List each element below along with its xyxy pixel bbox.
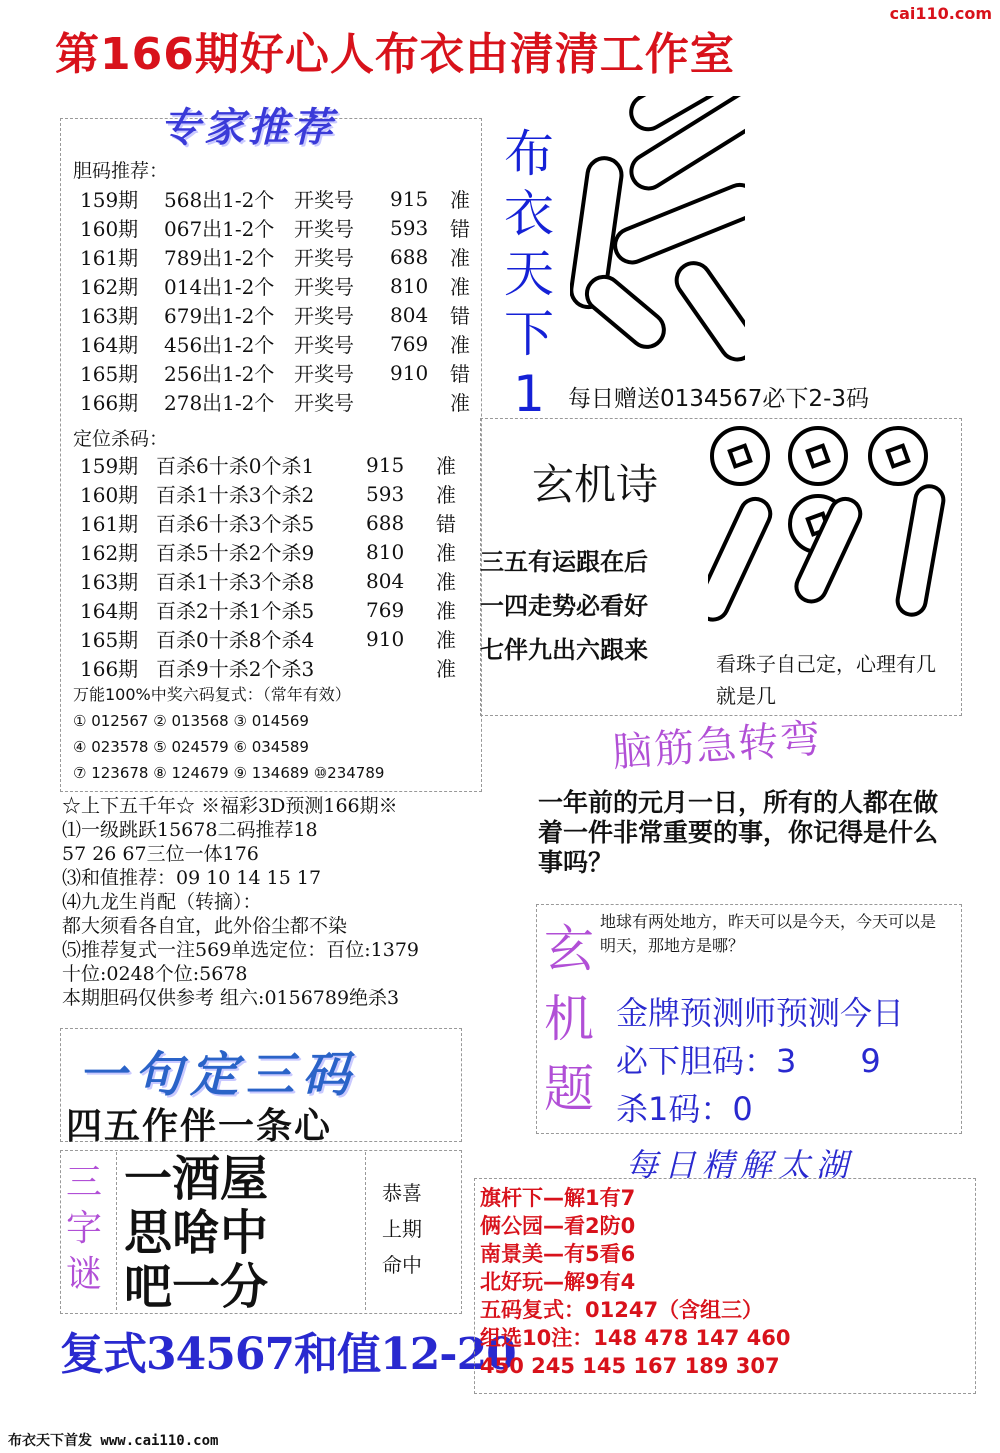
- buyi-daily: 每日赠送0134567必下2-3码: [568, 386, 869, 412]
- xuanji-ti-question: 地球有两处地方，昨天可以是今天，今天可以是明天，那地方是哪？: [600, 912, 937, 955]
- kill-period: 166期: [80, 657, 139, 681]
- sanzimi-line: 一酒屋: [124, 1151, 269, 1207]
- kill-row: [80, 595, 472, 624]
- gold-line-3: 杀1码：0: [616, 1090, 753, 1128]
- dan-row: [80, 184, 486, 213]
- dan-verdict: 错: [450, 362, 470, 386]
- kill-table: [80, 450, 472, 682]
- dan-period: 165期: [80, 362, 139, 386]
- dan-period: 160期: [80, 217, 139, 241]
- dan-period: 161期: [80, 246, 139, 270]
- dan-pick: 256出1-2个: [164, 362, 275, 386]
- dan-verdict: 准: [450, 246, 470, 270]
- kill-verdict: 准: [436, 483, 456, 507]
- dan-verdict: 准: [450, 333, 470, 357]
- dan-period: 163期: [80, 304, 139, 328]
- dan-result: 688: [390, 244, 429, 269]
- dan-row: [80, 300, 486, 329]
- dan-pick: 679出1-2个: [164, 304, 275, 328]
- prediction-line: ⑶和值推荐：09 10 14 15 17: [62, 867, 322, 889]
- page-title: 第166期好心人布衣由清清工作室: [55, 29, 735, 80]
- dan-result: 810: [390, 273, 429, 298]
- fushi-line: ① 012567 ② 013568 ③ 014569: [73, 712, 309, 730]
- dan-result: [390, 387, 450, 416]
- kill-rule: 百杀1十杀3个杀2: [156, 483, 315, 507]
- dan-label: 开奖号: [294, 333, 354, 357]
- dan-row: [80, 242, 486, 271]
- kill-period: 165期: [80, 628, 139, 652]
- prediction-line: ⑷九龙生肖配（转摘）：: [62, 891, 262, 913]
- kill-period: 160期: [80, 483, 139, 507]
- dan-pick: 278出1-2个: [164, 391, 275, 415]
- kill-result: 804: [366, 568, 405, 593]
- kill-row: [80, 653, 472, 682]
- gold-line-2: 必下胆码：3 9: [616, 1042, 881, 1080]
- dan-row: [80, 358, 486, 387]
- prediction-line: ☆上下五千年☆ ※福彩3D预测166期※: [62, 795, 398, 817]
- stick-art: [570, 96, 745, 381]
- poem-line: 一四走势必看好: [480, 592, 648, 620]
- taihu-line: 450 245 145 167 189 307: [480, 1354, 780, 1378]
- prediction-line: 本期胆码仅供参考 组六:0156789绝杀3: [62, 987, 400, 1009]
- taihu-line: 旗杆下—解1有7: [480, 1186, 636, 1210]
- dan-result: 910: [390, 360, 429, 385]
- brain-banner: 脑筋急转弯: [610, 715, 824, 777]
- kill-period: 163期: [80, 570, 139, 594]
- kill-period: 162期: [80, 541, 139, 565]
- kill-row: [80, 450, 472, 479]
- fushi-title: 万能100%中奖六码复式：（常年有效）: [73, 685, 351, 704]
- xuanji-ti-label: [544, 914, 600, 1124]
- prediction-line: 十位:0248个位:5678: [62, 963, 248, 985]
- kill-period: 164期: [80, 599, 139, 623]
- sanzimi-line: 吧一分: [124, 1259, 269, 1315]
- sanzimi-label: [64, 1160, 104, 1298]
- dan-period: 164期: [80, 333, 139, 357]
- dan-title: 胆码推荐：: [73, 160, 169, 182]
- taihu-line: 北好玩—解9有4: [480, 1270, 636, 1294]
- sanzimi-label-text: 三字谜: [65, 1162, 102, 1295]
- poem-line: 三五有运跟在后: [480, 548, 648, 576]
- dan-row: [80, 387, 486, 416]
- dan-period: 166期: [80, 391, 139, 415]
- prediction-line: 57 26 67三位一体176: [62, 843, 259, 865]
- sanzimi-lines: [124, 1152, 268, 1314]
- dan-label: 开奖号: [294, 275, 354, 299]
- dan-label: 开奖号: [294, 217, 354, 241]
- dan-period: 159期: [80, 188, 139, 212]
- buyi-char: 天: [504, 245, 554, 303]
- xuanji-poem-lines: [480, 540, 648, 672]
- kill-verdict: 准: [436, 454, 456, 478]
- dan-label: 开奖号: [294, 391, 354, 415]
- taihu-line: 组选10注：148 478 147 460: [480, 1326, 791, 1350]
- kill-verdict: 准: [436, 570, 456, 594]
- taihu-line: 俩公园—看2防0: [480, 1214, 636, 1238]
- gold-line-1: 金牌预测师预测今日: [616, 994, 905, 1032]
- taihu-title: 每日精解太湖: [626, 1146, 855, 1184]
- kill-period: 159期: [80, 454, 139, 478]
- dan-label: 开奖号: [294, 304, 354, 328]
- yiju-banner: 一句定三码: [78, 1047, 359, 1103]
- expert-banner: 专家推荐: [160, 105, 336, 151]
- kill-verdict: 准: [436, 599, 456, 623]
- dan-verdict: 准: [450, 275, 470, 299]
- dan-result: 804: [390, 302, 429, 327]
- fushi-block: [73, 682, 384, 786]
- kill-row: [80, 537, 472, 566]
- dan-period: 162期: [80, 275, 139, 299]
- kill-verdict: 准: [436, 628, 456, 652]
- xuanji-poem-title: 玄机诗: [532, 460, 659, 509]
- buyi-char: 下: [504, 305, 554, 363]
- dan-pick: 014出1-2个: [164, 275, 275, 299]
- kill-verdict: 准: [436, 541, 456, 565]
- kill-row: [80, 566, 472, 595]
- kill-rule: 百杀9十杀2个杀3: [156, 657, 315, 681]
- kill-rule: 百杀6十杀3个杀5: [156, 512, 315, 536]
- prediction-line: ⑴一级跳跃15678二码推荐18: [62, 819, 318, 841]
- congrats-line: 命中: [382, 1253, 422, 1277]
- dan-verdict: 错: [450, 304, 470, 328]
- dan-verdict: 准: [450, 391, 470, 415]
- congrats-line: 恭喜: [382, 1181, 422, 1205]
- dan-verdict: 错: [450, 217, 470, 241]
- kill-rule: 百杀2十杀1个杀5: [156, 599, 315, 623]
- kill-result: 810: [366, 539, 405, 564]
- dan-result: 915: [390, 186, 429, 211]
- kill-verdict: 错: [436, 512, 456, 536]
- taihu-lines: [480, 1184, 791, 1380]
- kill-result: 593: [366, 481, 405, 506]
- kill-result: [366, 653, 436, 682]
- dan-verdict: 准: [450, 188, 470, 212]
- kill-rule: 百杀0十杀8个杀4: [156, 628, 315, 652]
- congrats-block: [382, 1175, 422, 1283]
- kill-title: 定位杀码：: [73, 428, 169, 450]
- dan-pick: 568出1-2个: [164, 188, 275, 212]
- kill-period: 161期: [80, 512, 139, 536]
- kill-rule: 百杀6十杀0个杀1: [156, 454, 315, 478]
- dan-pick: 456出1-2个: [164, 333, 275, 357]
- fushi-line: ④ 023578 ⑤ 024579 ⑥ 034589: [73, 738, 309, 756]
- coin-art: [708, 424, 956, 640]
- kill-result: 769: [366, 597, 405, 622]
- kill-row: [80, 479, 472, 508]
- kill-row: [80, 508, 472, 537]
- kill-verdict: 准: [436, 657, 456, 681]
- dan-pick: 789出1-2个: [164, 246, 275, 270]
- buyi-vertical-title: [494, 124, 564, 424]
- taihu-line: 南景美—有5看6: [480, 1242, 636, 1266]
- kill-result: 688: [366, 510, 405, 535]
- fushi-bottom: 复式34567和值12-20: [60, 1329, 516, 1380]
- kill-rule: 百杀5十杀2个杀9: [156, 541, 315, 565]
- kill-rule: 百杀1十杀3个杀8: [156, 570, 315, 594]
- dan-table: [80, 184, 486, 416]
- dan-result: 769: [390, 331, 429, 356]
- buyi-char: 衣: [504, 185, 554, 243]
- taihu-line: 五码复式：01247（含组三）: [480, 1298, 764, 1322]
- congrats-line: 上期: [382, 1217, 422, 1241]
- site-logo[interactable]: cai110.com: [889, 4, 992, 23]
- dan-result: 593: [390, 215, 429, 240]
- dan-label: 开奖号: [294, 362, 354, 386]
- xuanji-ti-label-text: 玄机题: [544, 920, 594, 1118]
- prediction-line: 都大须看各自宜，此外俗尘都不染: [62, 915, 348, 937]
- prediction-line: ⑸推荐复式一注569单选定位：百位:1379: [62, 939, 420, 961]
- dan-label: 开奖号: [294, 188, 354, 212]
- brain-question: 一年前的元月一日，所有的人都在做着一件非常重要的事，你记得是什么事吗？: [538, 788, 939, 877]
- footer-text[interactable]: 布衣天下首发 www.cai110.com: [8, 1433, 219, 1449]
- kill-result: 910: [366, 626, 405, 651]
- dan-row: [80, 329, 486, 358]
- dan-row: [80, 213, 486, 242]
- kill-result: 915: [366, 452, 405, 477]
- dan-row: [80, 271, 486, 300]
- dan-label: 开奖号: [294, 246, 354, 270]
- dan-pick: 067出1-2个: [164, 217, 275, 241]
- buyi-char: 布: [504, 125, 554, 183]
- kill-row: [80, 624, 472, 653]
- yiju-line: 四五作伴一条心: [66, 1106, 333, 1147]
- sanzimi-line: 思啥中: [124, 1205, 269, 1261]
- poem-line: 七伴九出六跟来: [480, 636, 648, 664]
- prediction-block: [62, 794, 419, 1010]
- fushi-line: ⑦ 123678 ⑧ 124679 ⑨ 134689 ⑩234789: [73, 764, 385, 782]
- xuanji-poem-caption: 看珠子自己定，心理有几就是几: [716, 652, 936, 708]
- buyi-char: 1: [513, 365, 545, 423]
